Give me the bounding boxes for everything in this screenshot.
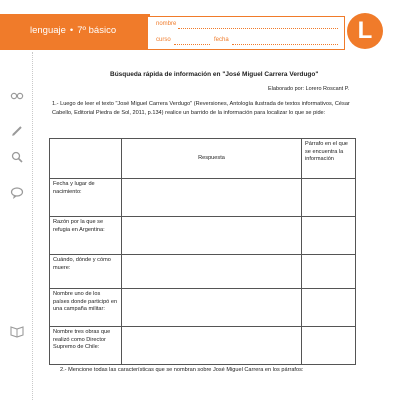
speech-bubble-icon bbox=[10, 186, 24, 200]
question-1: 1.- Luego de leer el texto "José Miguel Carrera Verdugo" (Reversiones, Antología ilustrada de textos informativos, César Cabello, Editorial Piedra de Sol, 2011, p.134) realice un barrido de la información para localizar lo que se pide: bbox=[52, 101, 350, 116]
glasses-icon bbox=[10, 88, 24, 102]
table-row bbox=[50, 217, 356, 255]
question-2: 2.- Mencione todas las características que se nombran sobre José Miguel Carrera en los párrafos: bbox=[60, 367, 304, 373]
magnifier-icon bbox=[10, 150, 24, 164]
date-field-label: fecha bbox=[214, 37, 229, 43]
open-book-icon bbox=[10, 324, 24, 338]
author-credit: Elaborado por: Lorero Roscant P. bbox=[268, 86, 350, 92]
info-table bbox=[49, 138, 356, 365]
name-field-line[interactable] bbox=[178, 28, 338, 29]
lenguaje-logo: L bbox=[347, 13, 383, 49]
subject-name: lenguaje bbox=[30, 25, 66, 36]
row-label: Fecha y lugar de nacimiento: bbox=[50, 179, 122, 217]
paragraph-cell[interactable] bbox=[302, 255, 356, 289]
subject-separator: • bbox=[69, 25, 74, 36]
subject-band bbox=[0, 14, 150, 50]
table-row bbox=[50, 327, 356, 365]
row-label: Nombre tres obras que realizó como Director Supremo de Chile: bbox=[50, 327, 122, 365]
paragraph-column-header: Párrafo en el que se encuentra la información bbox=[302, 139, 356, 179]
answer-column-header: Respuesta bbox=[122, 139, 302, 179]
row-label: Cuándo, dónde y cómo muere: bbox=[50, 255, 122, 289]
table-header-row bbox=[50, 139, 356, 179]
sidebar-rule bbox=[32, 52, 33, 400]
table-corner-cell bbox=[50, 139, 122, 179]
answer-cell[interactable] bbox=[122, 255, 302, 289]
answer-cell[interactable] bbox=[122, 179, 302, 217]
answer-cell[interactable] bbox=[122, 327, 302, 365]
table-row bbox=[50, 255, 356, 289]
grade-label: 7º básico bbox=[77, 25, 117, 36]
name-field-label: nombre bbox=[156, 21, 177, 27]
paragraph-cell[interactable] bbox=[302, 179, 356, 217]
date-field-line[interactable] bbox=[232, 44, 338, 45]
course-field-label: curso bbox=[156, 37, 171, 43]
worksheet-title: Búsqueda rápida de información en "José Miguel Carrera Verdugo" bbox=[110, 71, 319, 78]
paragraph-cell[interactable] bbox=[302, 217, 356, 255]
row-label: Razón por la que se refugia en Argentina: bbox=[50, 217, 122, 255]
student-info-box bbox=[148, 16, 345, 50]
table-row bbox=[50, 179, 356, 217]
pencil-icon bbox=[10, 124, 24, 138]
answer-cell[interactable] bbox=[122, 289, 302, 327]
table-row bbox=[50, 289, 356, 327]
paragraph-cell[interactable] bbox=[302, 327, 356, 365]
paragraph-cell[interactable] bbox=[302, 289, 356, 327]
course-field-line[interactable] bbox=[174, 44, 210, 45]
row-label: Nombre uno de los países donde participó en una campaña militar: bbox=[50, 289, 122, 327]
answer-cell[interactable] bbox=[122, 217, 302, 255]
worksheet-header bbox=[0, 14, 400, 50]
subject-label bbox=[30, 25, 116, 36]
